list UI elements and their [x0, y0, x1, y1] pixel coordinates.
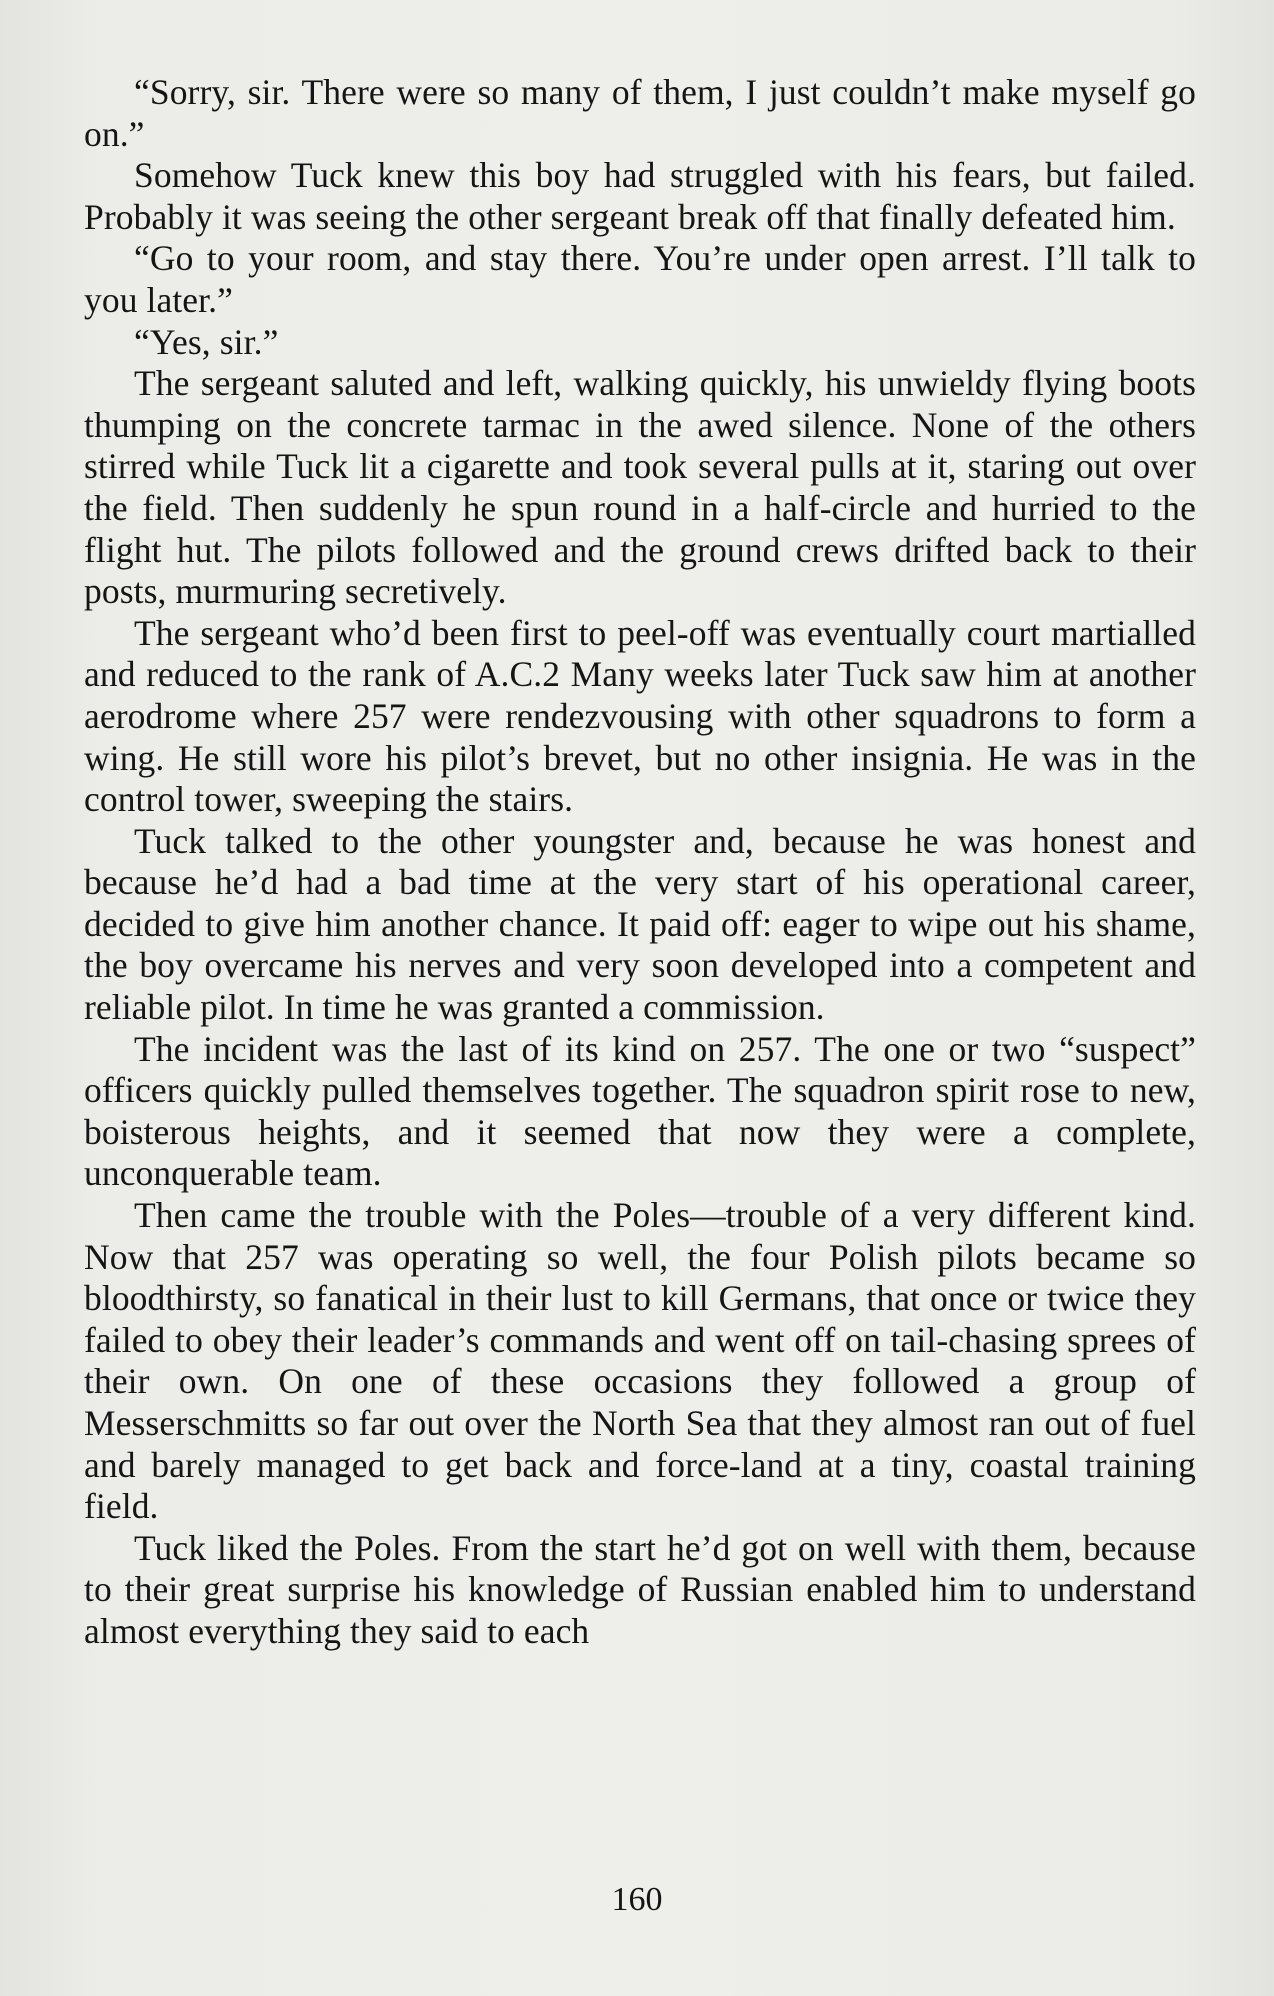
paragraph-10: Tuck liked the Poles. From the start he’d got on well with them, because to their great surprise his knowledge of Russian enabled him to understand almost everything they said to each	[84, 1527, 1196, 1651]
paragraph-5: The sergeant saluted and left, walking quickly, his unwieldy flying boots thumping on the concrete tarmac in the awed silence. None of the others stirred while Tuck lit a cigarette and took several pulls at it, staring out over the field. Then suddenly he spun round in a half-circle and hurried to the flight hut. The pilots followed and the ground crews drifted back to their posts, murmuring secretively.	[84, 363, 1196, 612]
body-text	[84, 72, 1196, 1653]
paragraph-6: The sergeant who’d been first to peel-off was eventually court martialled and reduced to the rank of A.C.2 Many weeks later Tuck saw him at another aerodrome where 257 were rendezvousing with other squadrons to form a wing. He still wore his pilot’s brevet, but no other insignia. He was in the control tower, sweeping the stairs.	[84, 612, 1196, 820]
paragraph-8: The incident was the last of its kind on 257. The one or two “suspect” officers quickly pulled themselves together. The squadron spirit rose to new, boisterous heights, and it seemed that now they were a complete, unconquerable team.	[84, 1028, 1196, 1194]
paragraph-9: Then came the trouble with the Poles—trouble of a very different kind. Now that 257 was operating so well, the four Polish pilots became so bloodthirsty, so fanatical in their lust to kill Germans, that once or twice they failed to obey their leader’s commands and went off on tail-chasing sprees of their own. On one of these occasions they followed a group of Messerschmitts so far out over the North Sea that they almost ran out of fuel and barely managed to get back and force-land at a tiny, coastal training field.	[84, 1195, 1196, 1527]
page-number: 160	[611, 1881, 663, 1918]
paragraph-4: “Yes, sir.”	[134, 321, 279, 362]
paragraph-7: Tuck talked to the other youngster and, because he was honest and because he’d had a bad time at the very start of his operational career, decided to give him another chance. It paid off: eager to wipe out his shame, the boy overcame his nerves and very soon developed into a competent and reliable pilot. In time he was granted a commission.	[84, 820, 1196, 1028]
paragraph-3: “Go to your room, and stay there. You’re under open arrest. I’ll talk to you later.”	[84, 238, 1196, 320]
paragraph-1: “Sorry, sir. There were so many of them, I just couldn’t make myself go on.”	[84, 72, 1196, 154]
paragraph-2: Somehow Tuck knew this boy had struggled with his fears, but failed. Probably it was seeing the other sergeant break off that finally defeated him.	[84, 155, 1196, 237]
